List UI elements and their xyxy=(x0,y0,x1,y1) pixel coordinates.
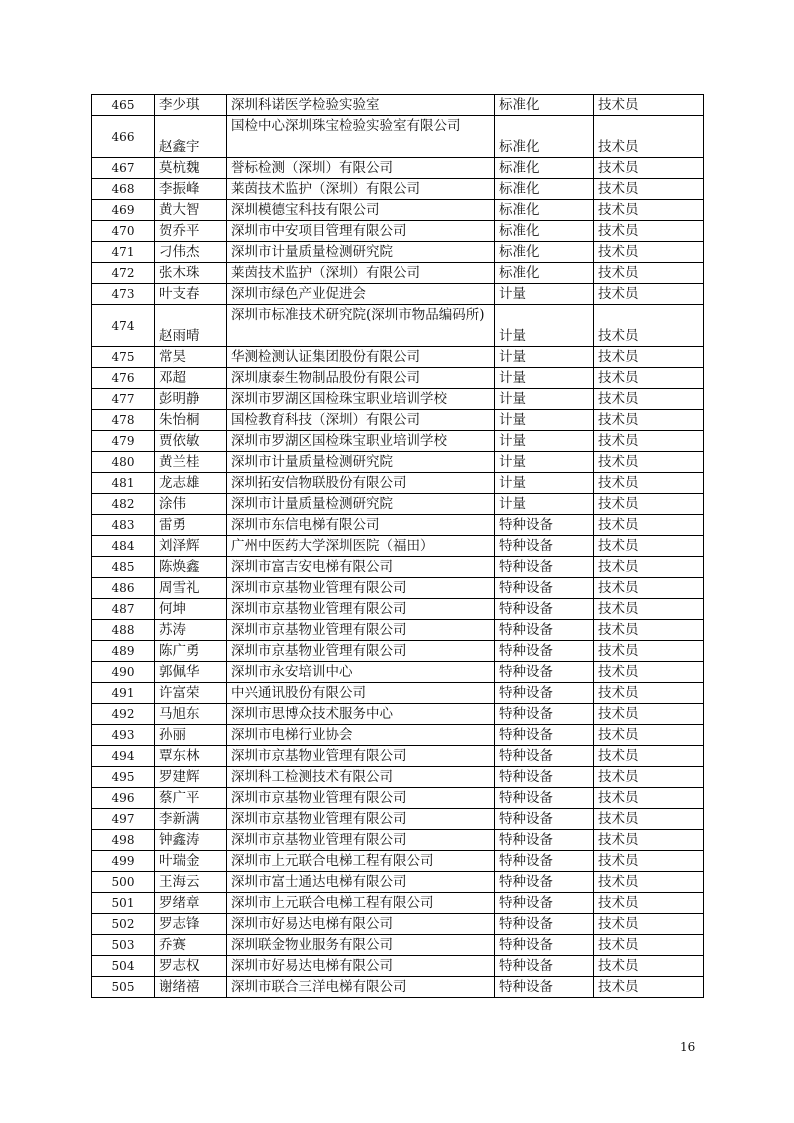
organization-name: 深圳市计量质量检测研究院 xyxy=(227,494,495,515)
organization-name: 深圳市标准技术研究院(深圳市物品编码所) xyxy=(227,305,495,347)
row-number: 498 xyxy=(92,830,155,851)
organization-name: 誉标检测（深圳）有限公司 xyxy=(227,158,495,179)
row-number: 499 xyxy=(92,851,155,872)
table-row xyxy=(92,767,704,788)
table-row xyxy=(92,956,704,977)
row-number: 469 xyxy=(92,200,155,221)
table-row xyxy=(92,389,704,410)
person-name: 贺乔平 xyxy=(155,221,227,242)
row-number: 482 xyxy=(92,494,155,515)
row-number: 466 xyxy=(92,116,155,158)
job-title: 技术员 xyxy=(594,830,704,851)
table-row xyxy=(92,242,704,263)
category: 特种设备 xyxy=(495,683,594,704)
person-name: 黄大智 xyxy=(155,200,227,221)
category: 特种设备 xyxy=(495,599,594,620)
row-number: 483 xyxy=(92,515,155,536)
job-title: 技术员 xyxy=(594,242,704,263)
organization-name: 华测检测认证集团股份有限公司 xyxy=(227,347,495,368)
table-row xyxy=(92,557,704,578)
row-number: 470 xyxy=(92,221,155,242)
table-row xyxy=(92,536,704,557)
job-title: 技术员 xyxy=(594,641,704,662)
category: 特种设备 xyxy=(495,893,594,914)
job-title: 技术员 xyxy=(594,221,704,242)
table-row xyxy=(92,305,704,347)
organization-name: 深圳市京基物业管理有限公司 xyxy=(227,599,495,620)
job-title: 技术员 xyxy=(594,389,704,410)
category: 特种设备 xyxy=(495,977,594,998)
row-number: 474 xyxy=(92,305,155,347)
table-row xyxy=(92,494,704,515)
person-name: 彭明静 xyxy=(155,389,227,410)
person-name: 朱怡桐 xyxy=(155,410,227,431)
organization-name: 莱茵技术监护（深圳）有限公司 xyxy=(227,263,495,284)
row-number: 472 xyxy=(92,263,155,284)
person-name: 苏涛 xyxy=(155,620,227,641)
row-number: 491 xyxy=(92,683,155,704)
category: 特种设备 xyxy=(495,809,594,830)
category: 计量 xyxy=(495,431,594,452)
category: 标准化 xyxy=(495,116,594,158)
job-title: 技术员 xyxy=(594,662,704,683)
table-row xyxy=(92,452,704,473)
category: 标准化 xyxy=(495,263,594,284)
job-title: 技术员 xyxy=(594,788,704,809)
table-row xyxy=(92,95,704,116)
job-title: 技术员 xyxy=(594,95,704,116)
organization-name: 莱茵技术监护（深圳）有限公司 xyxy=(227,179,495,200)
organization-name: 深圳市富吉安电梯有限公司 xyxy=(227,557,495,578)
person-name: 孙丽 xyxy=(155,725,227,746)
organization-name: 深圳拓安信物联股份有限公司 xyxy=(227,473,495,494)
row-number: 492 xyxy=(92,704,155,725)
job-title: 技术员 xyxy=(594,305,704,347)
person-name: 叶瑞金 xyxy=(155,851,227,872)
table-row xyxy=(92,158,704,179)
category: 特种设备 xyxy=(495,872,594,893)
organization-name: 深圳模德宝科技有限公司 xyxy=(227,200,495,221)
job-title: 技术员 xyxy=(594,347,704,368)
category: 计量 xyxy=(495,452,594,473)
person-name: 陈焕鑫 xyxy=(155,557,227,578)
person-name: 赵雨晴 xyxy=(155,305,227,347)
organization-name: 深圳市京基物业管理有限公司 xyxy=(227,641,495,662)
category: 特种设备 xyxy=(495,704,594,725)
job-title: 技术员 xyxy=(594,410,704,431)
table-row xyxy=(92,788,704,809)
row-number: 490 xyxy=(92,662,155,683)
person-name: 贾依敏 xyxy=(155,431,227,452)
table-row xyxy=(92,620,704,641)
row-number: 480 xyxy=(92,452,155,473)
person-name: 郭佩华 xyxy=(155,662,227,683)
table-row xyxy=(92,200,704,221)
row-number: 481 xyxy=(92,473,155,494)
person-name: 赵鑫宇 xyxy=(155,116,227,158)
table-row xyxy=(92,263,704,284)
job-title: 技术员 xyxy=(594,263,704,284)
row-number: 502 xyxy=(92,914,155,935)
category: 标准化 xyxy=(495,221,594,242)
row-number: 476 xyxy=(92,368,155,389)
category: 计量 xyxy=(495,347,594,368)
table-row xyxy=(92,578,704,599)
person-name: 刘泽辉 xyxy=(155,536,227,557)
category: 特种设备 xyxy=(495,536,594,557)
job-title: 技术员 xyxy=(594,725,704,746)
row-number: 479 xyxy=(92,431,155,452)
job-title: 技术员 xyxy=(594,935,704,956)
row-number: 489 xyxy=(92,641,155,662)
table-row xyxy=(92,935,704,956)
page-number: 16 xyxy=(680,1040,696,1054)
category: 特种设备 xyxy=(495,935,594,956)
person-name: 李新满 xyxy=(155,809,227,830)
row-number: 488 xyxy=(92,620,155,641)
category: 计量 xyxy=(495,494,594,515)
table-row xyxy=(92,851,704,872)
person-name: 陈广勇 xyxy=(155,641,227,662)
job-title: 技术员 xyxy=(594,851,704,872)
row-number: 471 xyxy=(92,242,155,263)
person-name: 叶支春 xyxy=(155,284,227,305)
job-title: 技术员 xyxy=(594,452,704,473)
table-row xyxy=(92,431,704,452)
person-name: 钟鑫涛 xyxy=(155,830,227,851)
row-number: 487 xyxy=(92,599,155,620)
category: 计量 xyxy=(495,284,594,305)
job-title: 技术员 xyxy=(594,914,704,935)
person-name: 张木珠 xyxy=(155,263,227,284)
person-name: 罗志锋 xyxy=(155,914,227,935)
table-row xyxy=(92,725,704,746)
job-title: 技术员 xyxy=(594,431,704,452)
job-title: 技术员 xyxy=(594,767,704,788)
table-row xyxy=(92,914,704,935)
table-row xyxy=(92,473,704,494)
person-name: 罗绪章 xyxy=(155,893,227,914)
organization-name: 深圳市计量质量检测研究院 xyxy=(227,242,495,263)
table-row xyxy=(92,662,704,683)
job-title: 技术员 xyxy=(594,599,704,620)
person-name: 李少琪 xyxy=(155,95,227,116)
person-name: 罗建辉 xyxy=(155,767,227,788)
organization-name: 深圳市好易达电梯有限公司 xyxy=(227,914,495,935)
job-title: 技术员 xyxy=(594,746,704,767)
organization-name: 深圳科诺医学检验实验室 xyxy=(227,95,495,116)
person-name: 莫杭魏 xyxy=(155,158,227,179)
organization-name: 深圳市罗湖区国检珠宝职业培训学校 xyxy=(227,389,495,410)
category: 标准化 xyxy=(495,158,594,179)
table-row xyxy=(92,347,704,368)
row-number: 465 xyxy=(92,95,155,116)
row-number: 478 xyxy=(92,410,155,431)
job-title: 技术员 xyxy=(594,809,704,830)
row-number: 484 xyxy=(92,536,155,557)
personnel-table-body xyxy=(92,95,704,998)
category: 计量 xyxy=(495,368,594,389)
organization-name: 深圳联金物业服务有限公司 xyxy=(227,935,495,956)
row-number: 504 xyxy=(92,956,155,977)
category: 计量 xyxy=(495,389,594,410)
row-number: 468 xyxy=(92,179,155,200)
person-name: 何坤 xyxy=(155,599,227,620)
organization-name: 深圳市中安项目管理有限公司 xyxy=(227,221,495,242)
table-row xyxy=(92,704,704,725)
job-title: 技术员 xyxy=(594,683,704,704)
person-name: 蔡广平 xyxy=(155,788,227,809)
row-number: 500 xyxy=(92,872,155,893)
table-row xyxy=(92,179,704,200)
person-name: 王海云 xyxy=(155,872,227,893)
table-row xyxy=(92,368,704,389)
organization-name: 深圳市上元联合电梯工程有限公司 xyxy=(227,851,495,872)
table-row xyxy=(92,977,704,998)
organization-name: 深圳市京基物业管理有限公司 xyxy=(227,620,495,641)
organization-name: 广州中医药大学深圳医院（福田） xyxy=(227,536,495,557)
person-name: 黄兰桂 xyxy=(155,452,227,473)
category: 特种设备 xyxy=(495,662,594,683)
job-title: 技术员 xyxy=(594,872,704,893)
organization-name: 深圳市思博众技术服务中心 xyxy=(227,704,495,725)
row-number: 494 xyxy=(92,746,155,767)
person-name: 罗志权 xyxy=(155,956,227,977)
table-row xyxy=(92,410,704,431)
row-number: 496 xyxy=(92,788,155,809)
category: 计量 xyxy=(495,473,594,494)
person-name: 邓超 xyxy=(155,368,227,389)
person-name: 周雪礼 xyxy=(155,578,227,599)
person-name: 常昊 xyxy=(155,347,227,368)
row-number: 501 xyxy=(92,893,155,914)
category: 标准化 xyxy=(495,95,594,116)
row-number: 497 xyxy=(92,809,155,830)
person-name: 雷勇 xyxy=(155,515,227,536)
person-name: 覃东林 xyxy=(155,746,227,767)
job-title: 技术员 xyxy=(594,494,704,515)
person-name: 许富荣 xyxy=(155,683,227,704)
organization-name: 深圳市罗湖区国检珠宝职业培训学校 xyxy=(227,431,495,452)
job-title: 技术员 xyxy=(594,536,704,557)
organization-name: 深圳科工检测技术有限公司 xyxy=(227,767,495,788)
job-title: 技术员 xyxy=(594,977,704,998)
category: 标准化 xyxy=(495,200,594,221)
table-row xyxy=(92,284,704,305)
row-number: 486 xyxy=(92,578,155,599)
organization-name: 深圳市京基物业管理有限公司 xyxy=(227,578,495,599)
person-name: 涂伟 xyxy=(155,494,227,515)
organization-name: 深圳市京基物业管理有限公司 xyxy=(227,788,495,809)
organization-name: 深圳市东信电梯有限公司 xyxy=(227,515,495,536)
table-row xyxy=(92,641,704,662)
row-number: 503 xyxy=(92,935,155,956)
organization-name: 国检教育科技（深圳）有限公司 xyxy=(227,410,495,431)
organization-name: 深圳市永安培训中心 xyxy=(227,662,495,683)
organization-name: 深圳市京基物业管理有限公司 xyxy=(227,830,495,851)
category: 特种设备 xyxy=(495,515,594,536)
organization-name: 深圳市上元联合电梯工程有限公司 xyxy=(227,893,495,914)
category: 特种设备 xyxy=(495,746,594,767)
category: 特种设备 xyxy=(495,578,594,599)
person-name: 乔赛 xyxy=(155,935,227,956)
organization-name: 中兴通讯股份有限公司 xyxy=(227,683,495,704)
row-number: 485 xyxy=(92,557,155,578)
organization-name: 深圳康泰生物制品股份有限公司 xyxy=(227,368,495,389)
table-row xyxy=(92,872,704,893)
organization-name: 深圳市绿色产业促进会 xyxy=(227,284,495,305)
category: 特种设备 xyxy=(495,914,594,935)
job-title: 技术员 xyxy=(594,284,704,305)
category: 特种设备 xyxy=(495,641,594,662)
row-number: 473 xyxy=(92,284,155,305)
table-row xyxy=(92,830,704,851)
organization-name: 深圳市好易达电梯有限公司 xyxy=(227,956,495,977)
row-number: 493 xyxy=(92,725,155,746)
job-title: 技术员 xyxy=(594,893,704,914)
category: 标准化 xyxy=(495,179,594,200)
job-title: 技术员 xyxy=(594,578,704,599)
job-title: 技术员 xyxy=(594,956,704,977)
person-name: 刁伟杰 xyxy=(155,242,227,263)
category: 计量 xyxy=(495,410,594,431)
job-title: 技术员 xyxy=(594,158,704,179)
category: 特种设备 xyxy=(495,767,594,788)
table-row xyxy=(92,809,704,830)
person-name: 马旭东 xyxy=(155,704,227,725)
personnel-table xyxy=(91,94,704,998)
person-name: 李振峰 xyxy=(155,179,227,200)
category: 特种设备 xyxy=(495,620,594,641)
table-row xyxy=(92,116,704,158)
table-row xyxy=(92,746,704,767)
organization-name: 深圳市富士通达电梯有限公司 xyxy=(227,872,495,893)
organization-name: 深圳市京基物业管理有限公司 xyxy=(227,809,495,830)
category: 特种设备 xyxy=(495,956,594,977)
category: 标准化 xyxy=(495,242,594,263)
table-row xyxy=(92,221,704,242)
job-title: 技术员 xyxy=(594,704,704,725)
job-title: 技术员 xyxy=(594,557,704,578)
job-title: 技术员 xyxy=(594,200,704,221)
row-number: 477 xyxy=(92,389,155,410)
row-number: 467 xyxy=(92,158,155,179)
row-number: 475 xyxy=(92,347,155,368)
category: 计量 xyxy=(495,305,594,347)
organization-name: 深圳市联合三洋电梯有限公司 xyxy=(227,977,495,998)
table-row xyxy=(92,515,704,536)
person-name: 谢绪禧 xyxy=(155,977,227,998)
job-title: 技术员 xyxy=(594,116,704,158)
organization-name: 深圳市京基物业管理有限公司 xyxy=(227,746,495,767)
organization-name: 深圳市电梯行业协会 xyxy=(227,725,495,746)
table-row xyxy=(92,599,704,620)
category: 特种设备 xyxy=(495,725,594,746)
row-number: 505 xyxy=(92,977,155,998)
category: 特种设备 xyxy=(495,557,594,578)
organization-name: 深圳市计量质量检测研究院 xyxy=(227,452,495,473)
category: 特种设备 xyxy=(495,851,594,872)
row-number: 495 xyxy=(92,767,155,788)
category: 特种设备 xyxy=(495,830,594,851)
table-row xyxy=(92,683,704,704)
job-title: 技术员 xyxy=(594,620,704,641)
table-row xyxy=(92,893,704,914)
job-title: 技术员 xyxy=(594,368,704,389)
organization-name: 国检中心深圳珠宝检验实验室有限公司 xyxy=(227,116,495,158)
job-title: 技术员 xyxy=(594,473,704,494)
job-title: 技术员 xyxy=(594,179,704,200)
job-title: 技术员 xyxy=(594,515,704,536)
category: 特种设备 xyxy=(495,788,594,809)
person-name: 龙志雄 xyxy=(155,473,227,494)
